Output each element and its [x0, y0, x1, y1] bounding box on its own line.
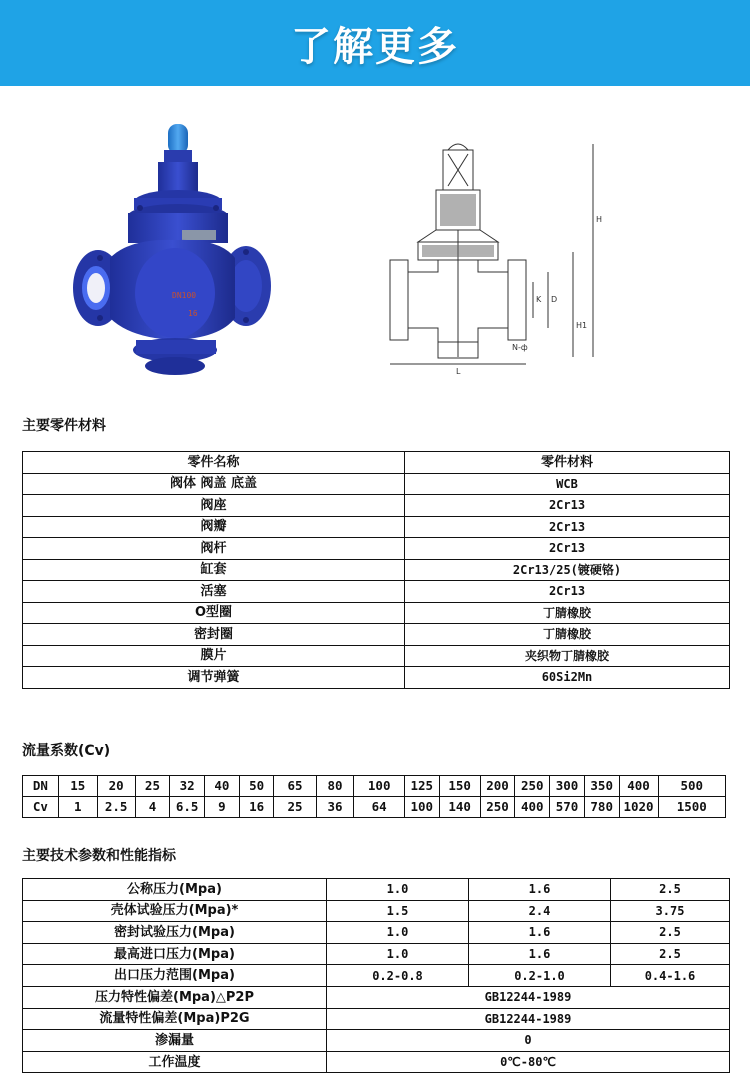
dn-value: 80: [316, 776, 354, 797]
param-value: 2.5: [611, 943, 730, 965]
cv-value: 4: [135, 797, 170, 818]
svg-text:16: 16: [188, 309, 198, 318]
dn-value: 125: [404, 776, 439, 797]
dn-value: 500: [658, 776, 726, 797]
param-value: 0.4-1.6: [611, 965, 730, 987]
param-name: 压力特性偏差(Mpa)△P2P: [23, 986, 327, 1008]
dim-H: H: [596, 215, 603, 224]
param-name: 渗漏量: [23, 1030, 327, 1052]
cv-label: Cv: [23, 797, 59, 818]
part-material: 60Si2Mn: [405, 667, 730, 689]
dn-value: 32: [170, 776, 205, 797]
cv-value: 9: [205, 797, 240, 818]
param-value: 2.5: [611, 879, 730, 901]
cv-value: 1500: [658, 797, 726, 818]
param-value: 0: [327, 1030, 730, 1052]
table-row: [23, 1030, 730, 1052]
dim-K: K: [536, 295, 542, 304]
cv-value: 570: [550, 797, 585, 818]
cv-section-title: 流量系数(Cv): [22, 743, 111, 759]
param-name: 流量特性偏差(Mpa)P2G: [23, 1008, 327, 1030]
part-name: 调节弹簧: [23, 667, 405, 689]
part-name: 阀瓣: [23, 516, 405, 538]
table-row: [23, 538, 730, 560]
part-material: WCB: [405, 473, 730, 495]
dn-value: 200: [480, 776, 515, 797]
part-name: O型圈: [23, 602, 405, 624]
parts-header-material: 零件材料: [405, 452, 730, 474]
cv-value: 140: [439, 797, 480, 818]
cv-value: 36: [316, 797, 354, 818]
table-row: [23, 667, 730, 689]
table-row: [23, 559, 730, 581]
dn-value: 150: [439, 776, 480, 797]
table-row: [23, 879, 730, 901]
dim-D: D: [551, 295, 558, 304]
param-value: 1.0: [327, 922, 469, 944]
cv-value: 250: [480, 797, 515, 818]
cv-value: 25: [274, 797, 316, 818]
param-value: 2.5: [611, 922, 730, 944]
dn-value: 350: [584, 776, 619, 797]
dn-value: 50: [239, 776, 274, 797]
param-value: 1.6: [469, 943, 611, 965]
table-row: [23, 645, 730, 667]
part-material: 2Cr13/25(镀硬铬): [405, 559, 730, 581]
cv-value: 1020: [619, 797, 658, 818]
dim-H1: H1: [576, 321, 588, 330]
cv-value: 16: [239, 797, 274, 818]
cv-dn-row: [23, 776, 726, 797]
table-row: [23, 473, 730, 495]
table-row: [23, 943, 730, 965]
part-name: 阀体 阀盖 底盖: [23, 473, 405, 495]
cv-value: 100: [404, 797, 439, 818]
parts-table: [22, 451, 730, 689]
cv-value: 780: [584, 797, 619, 818]
table-row: [23, 986, 730, 1008]
valve-technical-drawing: [378, 132, 608, 377]
table-row: [23, 965, 730, 987]
param-value: 1.6: [469, 922, 611, 944]
dn-value: 20: [97, 776, 135, 797]
param-value: 1.0: [327, 879, 469, 901]
param-name: 出口压力范围(Mpa): [23, 965, 327, 987]
part-material: 丁腈橡胶: [405, 602, 730, 624]
parts-header-row: [23, 452, 730, 474]
param-name: 公称压力(Mpa): [23, 879, 327, 901]
part-name: 膜片: [23, 645, 405, 667]
part-material: 2Cr13: [405, 581, 730, 603]
param-value: GB12244-1989: [327, 1008, 730, 1030]
dn-label: DN: [23, 776, 59, 797]
dn-value: 100: [354, 776, 405, 797]
cv-value: 64: [354, 797, 405, 818]
tech-section-title: 主要技术参数和性能指标: [22, 848, 176, 864]
cv-value-row: [23, 797, 726, 818]
table-row: [23, 581, 730, 603]
part-name: 缸套: [23, 559, 405, 581]
table-row: [23, 516, 730, 538]
cv-value: 6.5: [170, 797, 205, 818]
cv-table: [22, 775, 726, 818]
dim-L: L: [456, 367, 461, 376]
dim-flange: N-ф: [512, 343, 528, 352]
dn-value: 25: [135, 776, 170, 797]
table-row: [23, 495, 730, 517]
cv-value: 1: [58, 797, 97, 818]
dn-value: 15: [58, 776, 97, 797]
part-material: 2Cr13: [405, 538, 730, 560]
table-row: [23, 602, 730, 624]
param-name: 最高进口压力(Mpa): [23, 943, 327, 965]
dn-value: 65: [274, 776, 316, 797]
part-material: 2Cr13: [405, 495, 730, 517]
svg-text:DN100: DN100: [172, 291, 197, 300]
table-row: [23, 1008, 730, 1030]
table-row: [23, 624, 730, 646]
table-row: [23, 900, 730, 922]
param-value: 2.4: [469, 900, 611, 922]
param-name: 密封试验压力(Mpa): [23, 922, 327, 944]
table-row: [23, 1051, 730, 1073]
param-value: 3.75: [611, 900, 730, 922]
dn-value: 250: [515, 776, 550, 797]
part-material: 2Cr13: [405, 516, 730, 538]
param-value: 0℃-80℃: [327, 1051, 730, 1073]
parts-header-name: 零件名称: [23, 452, 405, 474]
cv-value: 2.5: [97, 797, 135, 818]
part-name: 密封圈: [23, 624, 405, 646]
part-name: 阀杆: [23, 538, 405, 560]
dn-value: 40: [205, 776, 240, 797]
parts-section-title: 主要零件材料: [22, 418, 106, 434]
param-value: 0.2-1.0: [469, 965, 611, 987]
param-value: 1.0: [327, 943, 469, 965]
cv-value: 400: [515, 797, 550, 818]
part-name: 阀座: [23, 495, 405, 517]
valve-photo: [70, 118, 275, 388]
part-material: 丁腈橡胶: [405, 624, 730, 646]
dn-value: 400: [619, 776, 658, 797]
part-name: 活塞: [23, 581, 405, 603]
header-banner: [0, 0, 750, 86]
part-material: 夹织物丁腈橡胶: [405, 645, 730, 667]
param-value: 1.5: [327, 900, 469, 922]
table-row: [23, 922, 730, 944]
param-name: 壳体试验压力(Mpa)*: [23, 900, 327, 922]
param-value: 1.6: [469, 879, 611, 901]
dn-value: 300: [550, 776, 585, 797]
param-value: 0.2-0.8: [327, 965, 469, 987]
banner-title: 了解更多: [291, 23, 459, 70]
param-name: 工作温度: [23, 1051, 327, 1073]
tech-table: [22, 878, 730, 1073]
param-value: GB12244-1989: [327, 986, 730, 1008]
